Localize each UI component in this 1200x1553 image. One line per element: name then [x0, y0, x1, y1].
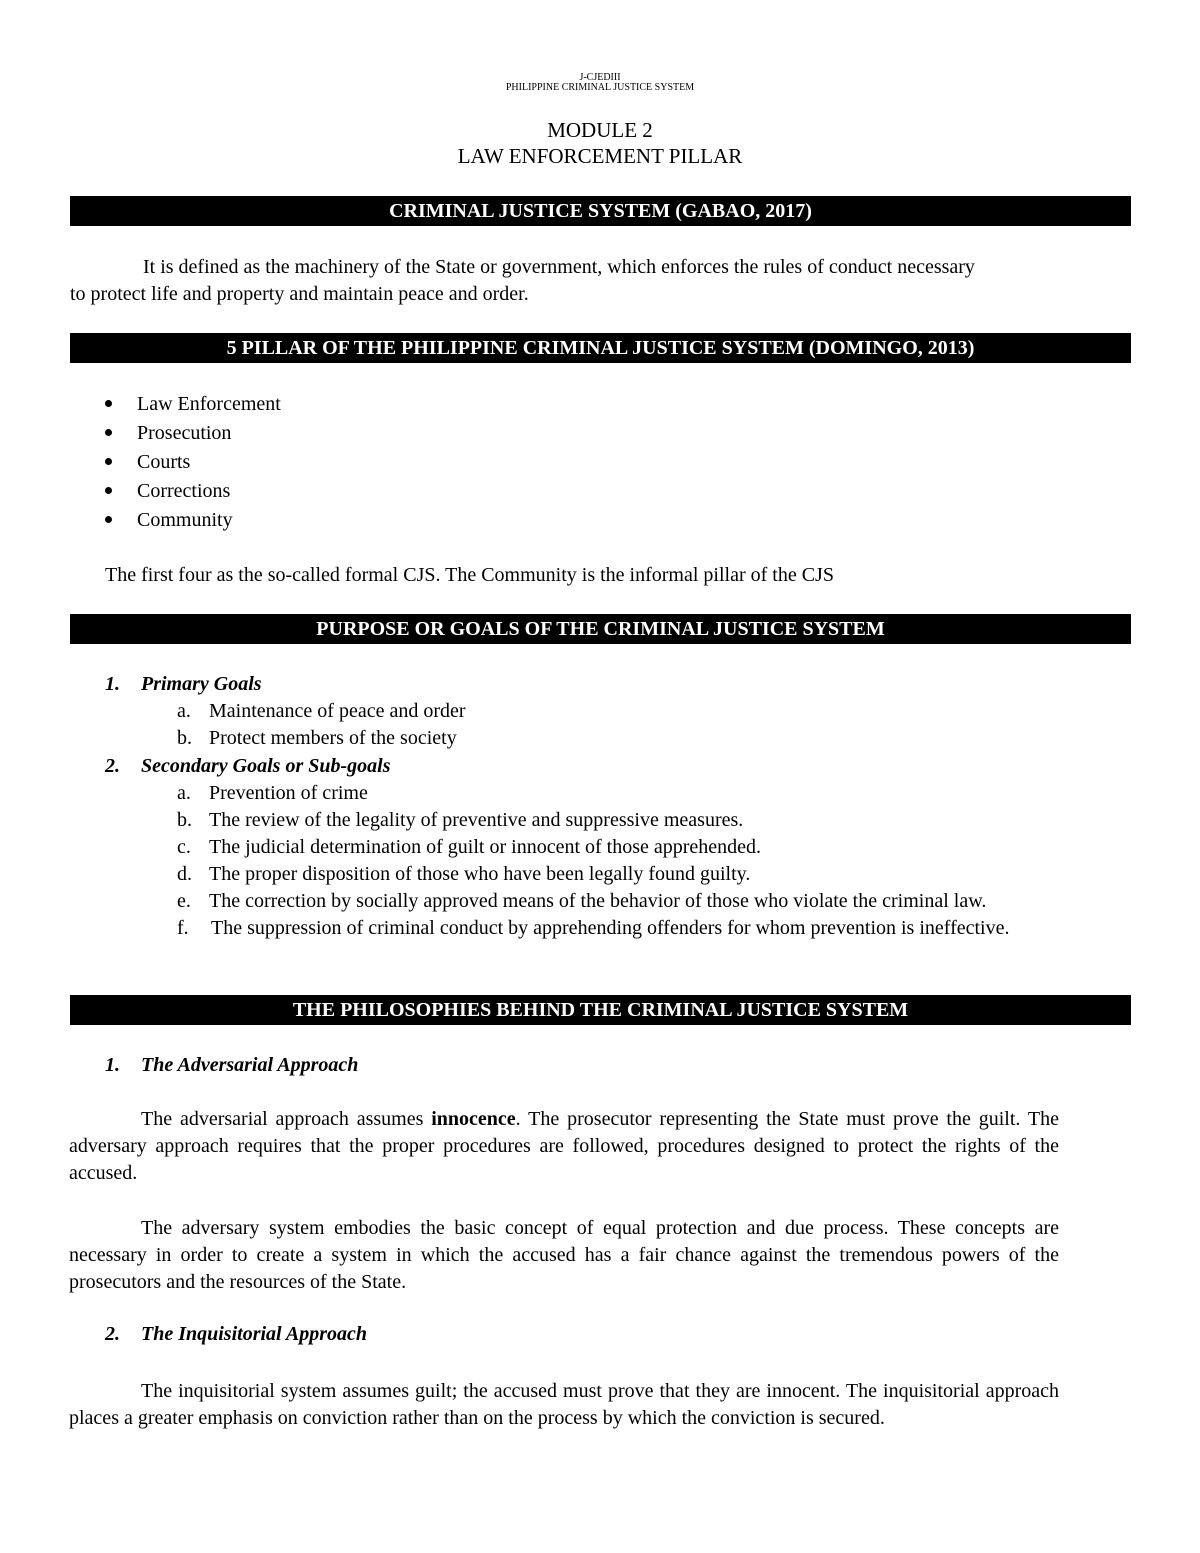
pillar-item: Courts	[105, 448, 190, 477]
module-title: LAW ENFORCEMENT PILLAR	[457, 144, 743, 168]
pillars-note: The first four as the so-called formal CJS. The Community is the informal pillar of the CJS	[105, 564, 834, 586]
pillar-item: Corrections	[105, 477, 230, 506]
goal-item: d. The proper disposition of those who have been legally found guilty.	[177, 863, 751, 885]
approach-number: 2.	[105, 1323, 120, 1345]
bullet-icon	[105, 458, 112, 465]
adversarial-paragraph-2: The adversary system embodies the basic concept of equal protection and due process. These concepts are necessary in order to create a system in which the accused has a fair chance against the tremendous powers of the prosecutors and the resources of the State.	[69, 1217, 1059, 1293]
goal-item: f. The suppression of criminal conduct by apprehending offenders for whom prevention is ineffective.	[177, 917, 1010, 939]
bullet-icon	[105, 400, 112, 407]
goal-number: 1.	[105, 673, 120, 695]
section-heading-cjs: CRIMINAL JUSTICE SYSTEM (GABAO, 2017)	[70, 196, 1131, 226]
approach-title: The Inquisitorial Approach	[141, 1323, 367, 1345]
goal-item: b. The review of the legality of preventive and suppressive measures.	[177, 809, 744, 831]
goal-title: Primary Goals	[141, 673, 262, 695]
pillar-item: Prosecution	[105, 419, 231, 448]
inquisitorial-paragraph: The inquisitorial system assumes guilt; the accused must prove that they are innocent. The inquisitorial approach places a greater emphasis on conviction rather than on the process by which the conviction is secured.	[69, 1380, 1059, 1429]
module-number: MODULE 2	[547, 118, 653, 142]
adversarial-paragraph-1: The adversarial approach assumes innocence. The prosecutor representing the State must prove the guilt. The adversary approach requires that the proper procedures are followed, procedures designed to protect the rights of the accused.	[69, 1108, 1059, 1184]
approach-number: 1.	[105, 1054, 120, 1076]
goal-item: a. Maintenance of peace and order	[177, 700, 466, 722]
goal-item: a. Prevention of crime	[177, 782, 368, 804]
bullet-icon	[105, 429, 112, 436]
section-heading-philosophies: THE PHILOSOPHIES BEHIND THE CRIMINAL JUSTICE SYSTEM	[70, 995, 1131, 1025]
course-name: PHILIPPINE CRIMINAL JUSTICE SYSTEM	[505, 82, 695, 93]
bullet-icon	[105, 487, 112, 494]
doc-code: J-CJEDIII	[579, 72, 621, 83]
goal-item: c. The judicial determination of guilt or innocent of those apprehended.	[177, 836, 762, 858]
cjs-definition-line1: It is defined as the machinery of the State or government, which enforces the rules of conduct necessary	[143, 256, 975, 278]
bullet-icon	[105, 516, 112, 523]
section-heading-pillars: 5 PILLAR OF THE PHILIPPINE CRIMINAL JUSTICE SYSTEM (DOMINGO, 2013)	[70, 333, 1131, 363]
approach-title: The Adversarial Approach	[141, 1054, 359, 1076]
pillar-item: Community	[105, 506, 233, 535]
goal-number: 2.	[105, 755, 120, 777]
goal-item: e. The correction by socially approved means of the behavior of those who violate the criminal law.	[177, 890, 987, 912]
goal-item: b. Protect members of the society	[177, 727, 457, 749]
section-heading-goals: PURPOSE OR GOALS OF THE CRIMINAL JUSTICE SYSTEM	[70, 614, 1131, 644]
cjs-definition-line2: to protect life and property and maintain peace and order.	[70, 283, 529, 305]
goal-title: Secondary Goals or Sub-goals	[141, 755, 391, 777]
pillar-item: Law Enforcement	[105, 390, 281, 419]
